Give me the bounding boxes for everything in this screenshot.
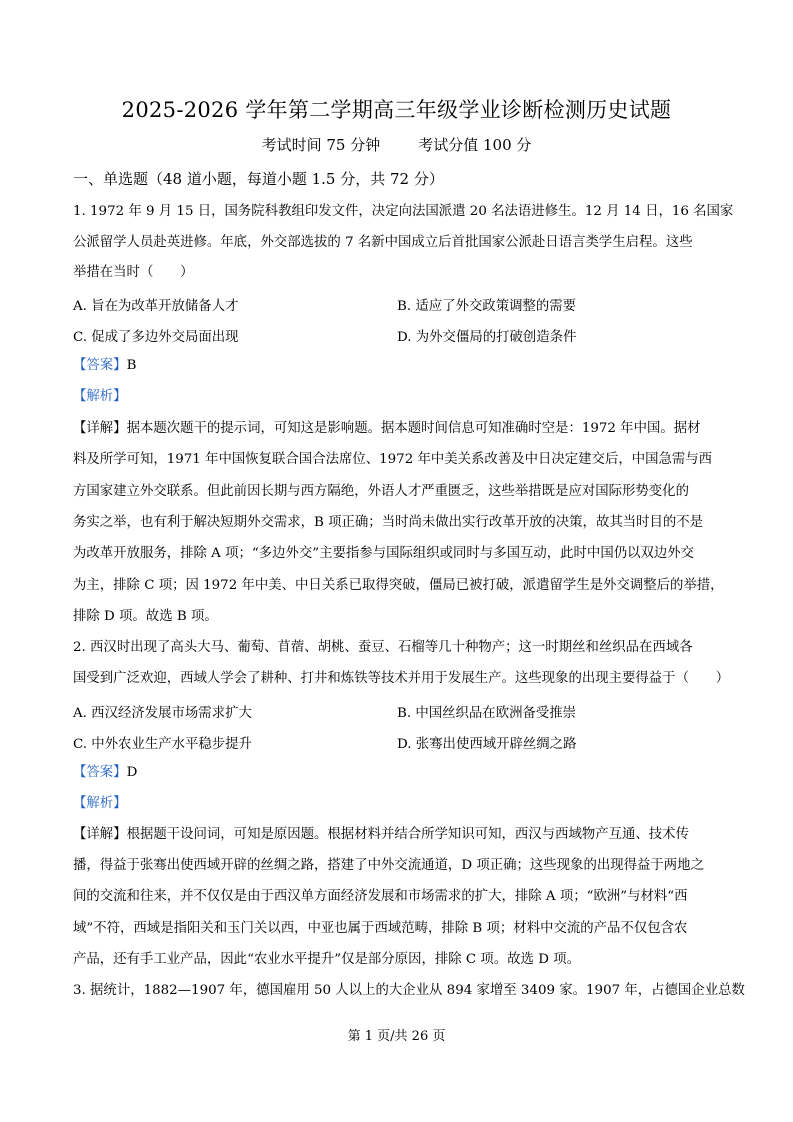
q1-detail-line: 为改革开放服务，排除 A 项；“多边外交”主要指参与国际组织或同时与多国互动，此时中国仍以双边外交 [73,546,695,561]
exam-score: 考试分值 100 分 [418,136,532,154]
q2-answer [73,764,137,782]
detail-text: 根据题干设问词，可知是原因题。根据材料并结合所学知识可知，西汉与西域物产互通、技术传 [126,827,689,842]
q1-stem-line: 1. 1972 年 9 月 15 日，国务院科教组印发文件，决定向法国派遣 20 名法语进修生。12 月 14 日，16 名国家 [73,204,734,219]
q1-detail-line: 为主，排除 C 项；因 1972 年中美、中日关系已取得突破，僵局已被打破，派遣留学生是外交调整后的举措， [73,578,724,593]
q2-detail-line: 域”不符，西域是指阳关和玉门关以西，中亚也属于西域范畴，排除 B 项；材料中交流的产品不仅包含农 [73,921,688,936]
analysis-label: 【解析】 [73,796,127,811]
q2-stem-line: 2. 西汉时出现了高头大马、葡萄、苜蓿、胡桃、蚕豆、石榴等几十种物产；这一时期丝和丝织品在西域各 [73,640,693,655]
q1-option-b: B. 适应了外交政策调整的需要 [397,299,577,314]
answer-value: B [126,358,137,373]
q1-stem-line: 举措在当时（ ） [73,265,194,280]
q1-detail-line [73,420,701,438]
q2-detail-line [73,826,689,844]
q2-detail-line: 间的交流和往来，并不仅仅是由于西汉单方面经济发展和市场需求的扩大，排除 A 项；“欧洲”与材料“西 [73,889,688,904]
q2-analysis-label [73,795,127,813]
detail-text: 据本题次题干的提示词，可知这是影响题。据本题时间信息可知准确时空是：1972 年中国。据材 [126,421,701,436]
exam-time: 考试时间 75 分钟 [261,136,381,154]
exam-info [0,134,793,155]
q1-detail-line: 务实之举，也有利于解决短期外交需求，B 项正确；当时尚未做出实行改革开放的决策，故其当时目的不是 [73,515,704,530]
q3-stem-line: 3. 据统计，1882—1907 年，德国雇用 50 人以上的大企业从 894 家增至 3409 家。1907 年，占德国企业总数 [73,983,745,998]
q2-detail-line: 产品，还有手工业产品，因此“农业水平提升”仅是部分原因，排除 C 项。故选 D 项。 [73,952,580,967]
q1-stem-line: 公派留学人员赴英进修。年底，外交部选拔的 7 名新中国成立后首批国家公派赴日语言类学生启程。这些 [73,235,693,250]
q2-option-d: D. 张骞出使西域开辟丝绸之路 [397,737,577,752]
q1-analysis-label [73,388,127,406]
q2-option-b: B. 中国丝织品在欧洲备受推崇 [397,706,577,721]
answer-value: D [126,765,138,780]
exam-title: 2025-2026 学年第二学期高三年级学业诊断检测历史试题 [121,98,672,122]
answer-label: 【答案】 [73,358,127,373]
q2-option-a: A. 西汉经济发展市场需求扩大 [73,706,252,721]
q1-detail-line: 方国家建立外交联系。但此前因长期与西方隔绝，外语人才严重匮乏，这些举措既是应对国际形势变化的 [73,484,689,499]
q2-stem-line: 国受到广泛欢迎，西域人学会了耕种、打井和炼铁等技术并用于发展生产。这些现象的出现主要得益于（ ） [73,671,730,686]
answer-label: 【答案】 [73,765,127,780]
section-title: 一、单选题（48 道小题，每道小题 1.5 分，共 72 分） [73,170,444,188]
q2-option-c: C. 中外农业生产水平稳步提升 [73,737,252,752]
q1-detail-line: 料及所学可知，1971 年中国恢复联合国合法席位、1972 年中美关系改善及中日决定建交后，中国急需与西 [73,452,713,467]
q1-option-a: A. 旨在为改革开放储备人才 [73,299,239,314]
q1-option-c: C. 促成了多边外交局面出现 [73,330,239,345]
q1-answer [73,357,136,375]
q1-detail-line: 排除 D 项。故选 B 项。 [73,609,218,624]
q2-detail-line: 播，得益于张骞出使西域开辟的丝绸之路，搭建了中外交流通道，D 项正确；这些现象的出现得益于两地之 [73,858,704,873]
page-footer: 第 1 页/共 26 页 [347,1029,446,1044]
analysis-label: 【解析】 [73,389,127,404]
detail-label: 【详解】 [73,421,127,436]
q1-option-d: D. 为外交僵局的打破创造条件 [397,330,577,345]
detail-label: 【详解】 [73,827,127,842]
